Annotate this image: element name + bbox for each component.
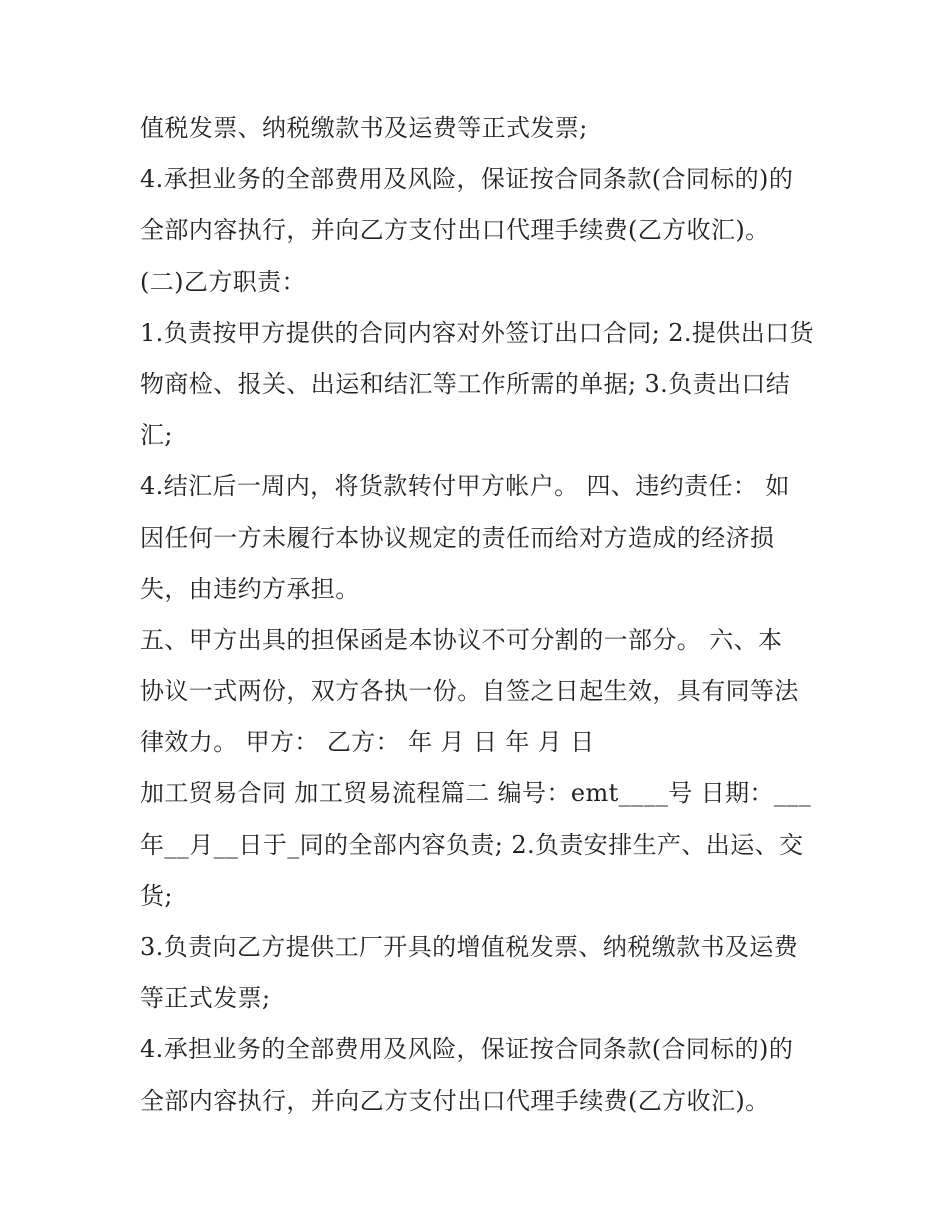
contract-body	[140, 103, 820, 1127]
text-line: 加工贸易合同 加工贸易流程篇二 编号：emt____号 日期：___	[140, 779, 812, 808]
text-line: 年__月__日于_同的全部内容负责; 2.负责安排生产、出运、交	[140, 830, 804, 859]
text-line: 全部内容执行，并向乙方支付出口代理手续费(乙方收汇)。	[140, 216, 770, 245]
text-line: 协议一式两份，双方各执一份。自签之日起生效，具有同等法	[140, 677, 799, 706]
text-line: 4.结汇后一周内，将货款转付甲方帐户。 四、违约责任： 如	[140, 472, 790, 501]
text-line: 4.承担业务的全部费用及风险，保证按合同条款(合同标的)的	[140, 165, 794, 194]
text-line: 物商检、报关、出运和结汇等工作所需的单据; 3.负责出口结	[140, 369, 791, 398]
text-line: 4.承担业务的全部费用及风险，保证按合同条款(合同标的)的	[140, 1035, 794, 1064]
text-line: 等正式发票;	[140, 984, 271, 1013]
text-line: 汇;	[140, 421, 173, 450]
section-heading: (二)乙方职责：	[140, 267, 306, 296]
text-line: 失，由违约方承担。	[140, 574, 360, 603]
text-line: 1.负责按甲方提供的合同内容对外签订出口合同; 2.提供出口货	[140, 318, 814, 347]
text-line: 全部内容执行，并向乙方支付出口代理手续费(乙方收汇)。	[140, 1086, 770, 1115]
text-line: 因任何一方未履行本协议规定的责任而给对方造成的经济损	[140, 523, 775, 552]
text-line: 3.负责向乙方提供工厂开具的增值税发票、纳税缴款书及运费	[140, 933, 799, 961]
text-line: 货;	[140, 881, 173, 910]
signature-line: 律效力。 甲方： 乙方： 年 月 日 年 月 日	[140, 728, 595, 757]
text-line: 五、甲方出具的担保函是本协议不可分割的一部分。 六、本	[140, 625, 783, 654]
text-line: 值税发票、纳税缴款书及运费等正式发票;	[140, 114, 588, 142]
